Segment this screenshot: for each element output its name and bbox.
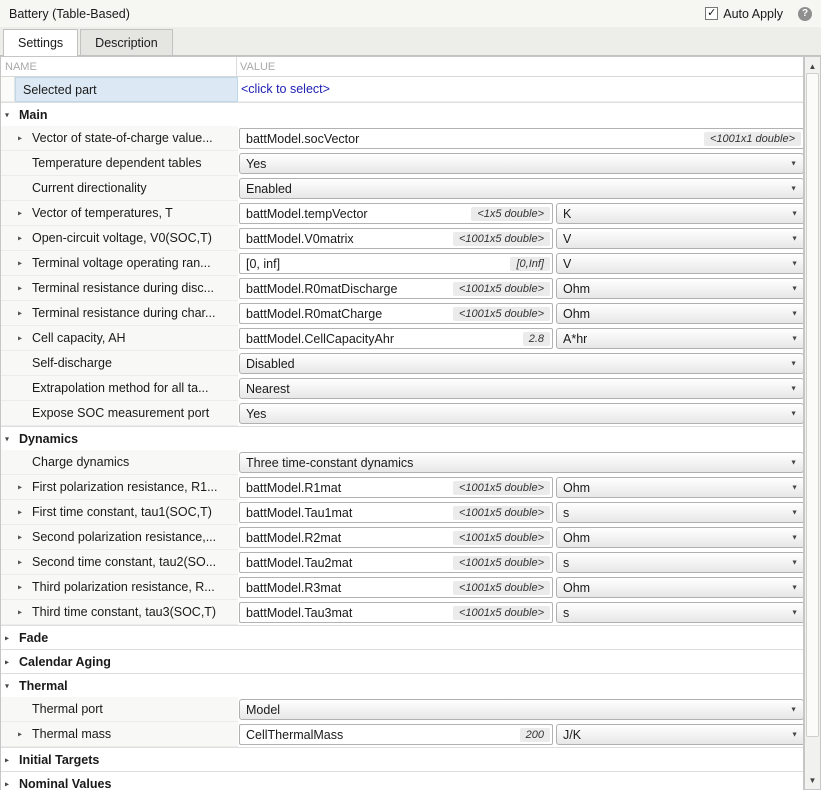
row-open-circuit-voltage-v0-soc-t [1, 226, 803, 251]
param-name: Charge dynamics [32, 455, 130, 469]
cell-capacity-ah-unit-dropdown[interactable] [556, 328, 804, 349]
param-name-cell [1, 226, 238, 251]
param-value-cell [238, 351, 804, 376]
chevron-down-icon: ▼ [791, 335, 798, 342]
param-name: Temperature dependent tables [32, 156, 202, 170]
expand-arrow-icon[interactable]: ▸ [18, 133, 23, 143]
section-label: Calendar Aging [19, 654, 111, 669]
chevron-down-icon: ▼ [791, 559, 798, 566]
expose-soc-measurement-port-dropdown[interactable] [239, 403, 804, 424]
dialog-header [0, 0, 821, 27]
param-value-cell [238, 697, 804, 722]
param-name-cell [1, 351, 238, 376]
second-time-constant-tau2-so-input[interactable] [239, 552, 553, 573]
section-collapsed-icon[interactable]: ▸ [5, 779, 10, 788]
tab-description-label: Description [95, 35, 158, 50]
value-dimension-badge: <1001x5 double> [453, 232, 550, 246]
param-name-cell [1, 450, 238, 475]
value-dimension-badge: <1001x5 double> [453, 282, 550, 296]
chevron-down-icon: ▼ [791, 509, 798, 516]
chevron-down-icon: ▼ [791, 484, 798, 491]
expand-arrow-icon[interactable]: ▸ [18, 507, 23, 517]
expand-arrow-icon[interactable]: ▸ [18, 233, 23, 243]
first-time-constant-tau1-soc-t-unit-dropdown[interactable] [556, 502, 804, 523]
auto-apply-label: Auto Apply [723, 6, 783, 21]
vertical-scrollbar[interactable] [804, 56, 821, 790]
expand-arrow-icon[interactable]: ▸ [18, 532, 23, 542]
vector-of-state-of-charge-value-input[interactable] [239, 128, 804, 149]
section-expanded-icon[interactable]: ▾ [5, 681, 10, 690]
value-dimension-badge: <1001x5 double> [453, 606, 550, 620]
row-first-polarization-resistance-r1 [1, 475, 803, 500]
param-value-cell [238, 550, 804, 575]
row-thermal-mass [1, 722, 803, 747]
unit-value: V [563, 256, 572, 271]
chevron-down-icon: ▼ [791, 260, 798, 267]
auto-apply-checkbox[interactable]: ✓ [707, 7, 717, 19]
value-dimension-badge: <1001x5 double> [453, 581, 550, 595]
row-third-polarization-resistance-r [1, 575, 803, 600]
terminal-resistance-during-char-input[interactable] [239, 303, 553, 324]
input-value: battModel.socVector [246, 131, 360, 146]
chevron-down-icon: ▼ [790, 410, 797, 417]
param-name-cell [1, 575, 238, 600]
param-value-cell [238, 401, 804, 426]
param-value-cell [238, 126, 804, 151]
dropdown-value: Yes [246, 406, 267, 421]
row-charge-dynamics [1, 450, 803, 475]
section-fade[interactable] [1, 625, 803, 649]
terminal-voltage-operating-ran-unit-dropdown[interactable] [556, 253, 804, 274]
row-terminal-voltage-operating-ran [1, 251, 803, 276]
input-value: battModel.R1mat [246, 480, 342, 495]
param-name: Extrapolation method for all ta... [32, 381, 209, 395]
param-value-cell [238, 301, 804, 326]
param-name-cell [1, 475, 238, 500]
dropdown-value: Disabled [246, 356, 295, 371]
param-name: Selected part [23, 82, 97, 97]
chevron-down-icon: ▼ [791, 534, 798, 541]
expand-arrow-icon[interactable]: ▸ [18, 729, 23, 739]
param-name: Expose SOC measurement port [32, 406, 210, 420]
section-label: Dynamics [19, 431, 79, 446]
self-discharge-dropdown[interactable] [239, 353, 804, 374]
unit-value: Ohm [563, 281, 591, 296]
row-current-directionality [1, 176, 803, 201]
dropdown-value: Three time-constant dynamics [246, 455, 414, 470]
chevron-down-icon: ▼ [791, 584, 798, 591]
section-initial-targets[interactable] [1, 747, 803, 771]
value-dimension-badge: [0,Inf] [510, 257, 550, 271]
row-vector-of-temperatures-t [1, 201, 803, 226]
section-label: Initial Targets [19, 752, 100, 767]
expand-arrow-icon[interactable]: ▸ [18, 258, 23, 268]
unit-value: Ohm [563, 480, 591, 495]
chevron-down-icon: ▼ [790, 385, 797, 392]
chevron-down-icon: ▼ [790, 706, 797, 713]
param-value-cell [238, 450, 804, 475]
expand-arrow-icon[interactable]: ▸ [18, 482, 23, 492]
vector-of-temperatures-t-input[interactable] [239, 203, 553, 224]
dropdown-value: Yes [246, 156, 267, 171]
unit-value: Ohm [563, 306, 591, 321]
param-name: Terminal resistance during disc... [32, 281, 215, 295]
chevron-down-icon: ▼ [791, 235, 798, 242]
param-name: Third time constant, tau3(SOC,T) [32, 605, 217, 619]
param-name: Terminal voltage operating ran... [32, 256, 211, 270]
param-name-cell [1, 251, 238, 276]
dropdown-value: Enabled [246, 181, 292, 196]
value-dimension-badge: <1001x1 double> [704, 132, 801, 146]
dialog-title: Battery (Table-Based) [9, 6, 130, 21]
thermal-port-dropdown[interactable] [239, 699, 804, 720]
param-name-cell [1, 326, 238, 351]
unit-value: s [563, 555, 570, 570]
tab-settings[interactable] [3, 29, 78, 56]
param-value-cell [238, 575, 804, 600]
terminal-resistance-during-disc-unit-dropdown[interactable] [556, 278, 804, 299]
param-value-cell [238, 151, 804, 176]
param-name: Vector of state-of-charge value... [32, 131, 213, 145]
terminal-resistance-during-char-unit-dropdown[interactable] [556, 303, 804, 324]
input-value: battModel.CellCapacityAhr [246, 331, 394, 346]
chevron-down-icon: ▼ [791, 609, 798, 616]
param-value-cell [238, 251, 804, 276]
row-terminal-resistance-during-disc [1, 276, 803, 301]
table-column-header [1, 57, 803, 77]
chevron-down-icon: ▼ [791, 310, 798, 317]
row-terminal-resistance-during-char [1, 301, 803, 326]
expand-arrow-icon[interactable]: ▸ [18, 208, 23, 218]
input-value: CellThermalMass [246, 727, 344, 742]
row-selected-part[interactable] [1, 77, 803, 102]
param-value-cell [238, 77, 804, 102]
charge-dynamics-dropdown[interactable] [239, 452, 804, 473]
param-name: Open-circuit voltage, V0(SOC,T) [32, 231, 212, 245]
param-name: Second polarization resistance,... [32, 530, 217, 544]
dropdown-value: Nearest [246, 381, 290, 396]
input-value: battModel.Tau2mat [246, 555, 353, 570]
unit-value: A*hr [563, 331, 588, 346]
temperature-dependent-tables-dropdown[interactable] [239, 153, 804, 174]
expand-arrow-icon[interactable]: ▸ [18, 333, 23, 343]
section-collapsed-icon[interactable]: ▸ [5, 755, 10, 764]
row-first-time-constant-tau1-soc-t [1, 500, 803, 525]
section-main[interactable] [1, 102, 803, 126]
chevron-down-icon: ▼ [790, 160, 797, 167]
param-name-cell [1, 500, 238, 525]
third-time-constant-tau3-soc-t-input[interactable] [239, 602, 553, 623]
param-value-cell [238, 376, 804, 401]
section-expanded-icon[interactable]: ▾ [5, 434, 10, 443]
chevron-down-icon: ▼ [791, 210, 798, 217]
open-circuit-voltage-v0-soc-t-input[interactable] [239, 228, 553, 249]
param-name-cell [1, 722, 238, 747]
input-value: battModel.Tau3mat [246, 605, 353, 620]
expand-arrow-icon[interactable]: ▸ [18, 308, 23, 318]
param-name: Second time constant, tau2(SO... [32, 555, 217, 569]
input-value: [0, inf] [246, 256, 281, 271]
param-name: Thermal port [32, 702, 103, 716]
first-polarization-resistance-r1-unit-dropdown[interactable] [556, 477, 804, 498]
param-name-cell [1, 126, 238, 151]
expand-arrow-icon[interactable]: ▸ [18, 557, 23, 567]
param-name: Self-discharge [32, 356, 112, 370]
auto-apply-control[interactable] [705, 7, 783, 21]
value-dimension-badge: <1001x5 double> [453, 481, 550, 495]
value-dimension-badge: <1001x5 double> [453, 531, 550, 545]
current-directionality-dropdown[interactable] [239, 178, 804, 199]
row-third-time-constant-tau3-soc-t [1, 600, 803, 625]
value-dimension-badge: <1001x5 double> [453, 506, 550, 520]
input-value: battModel.tempVector [246, 206, 368, 221]
expand-arrow-icon[interactable]: ▸ [18, 582, 23, 592]
param-value-cell [238, 276, 804, 301]
row-second-time-constant-tau2-so [1, 550, 803, 575]
chevron-down-icon: ▼ [791, 285, 798, 292]
second-time-constant-tau2-so-unit-dropdown[interactable] [556, 552, 804, 573]
row-thermal-port [1, 697, 803, 722]
extrapolation-method-for-all-ta-dropdown[interactable] [239, 378, 804, 399]
parameter-table [0, 56, 804, 790]
param-name-cell [1, 525, 238, 550]
selected-part-cell[interactable] [15, 77, 238, 102]
value-dimension-badge: <1001x5 double> [453, 556, 550, 570]
param-name-cell [1, 550, 238, 575]
param-value-cell [238, 201, 804, 226]
unit-value: s [563, 605, 570, 620]
chevron-down-icon: ▼ [790, 459, 797, 466]
input-value: battModel.R2mat [246, 530, 342, 545]
section-label: Main [19, 107, 48, 122]
tab-description[interactable] [80, 29, 173, 55]
tab-bar [0, 27, 821, 56]
second-polarization-resistance-unit-dropdown[interactable] [556, 527, 804, 548]
param-name-cell [1, 301, 238, 326]
scroll-down-icon[interactable]: ▼ [808, 775, 817, 785]
chevron-down-icon: ▼ [791, 731, 798, 738]
param-value-cell [238, 525, 804, 550]
vector-of-temperatures-t-unit-dropdown[interactable] [556, 203, 804, 224]
param-name: Current directionality [32, 181, 147, 195]
param-name-cell [1, 276, 238, 301]
section-label: Thermal [19, 678, 68, 693]
unit-value: K [563, 206, 572, 221]
param-value-cell [238, 226, 804, 251]
param-name-cell [1, 600, 238, 625]
section-dynamics[interactable] [1, 426, 803, 450]
input-value: battModel.R3mat [246, 580, 342, 595]
param-value-cell [238, 326, 804, 351]
unit-value: V [563, 231, 572, 246]
column-header-value: VALUE [240, 60, 276, 73]
section-collapsed-icon[interactable]: ▸ [5, 633, 10, 642]
unit-value: Ohm [563, 580, 591, 595]
scroll-up-icon[interactable]: ▲ [808, 61, 817, 71]
row-vector-of-state-of-charge-value [1, 126, 803, 151]
column-header-name: NAME [1, 57, 237, 76]
dropdown-value: Model [246, 702, 281, 717]
row-expose-soc-measurement-port [1, 401, 803, 426]
input-value: battModel.Tau1mat [246, 505, 353, 520]
section-calendar-aging[interactable] [1, 649, 803, 673]
param-value-cell [238, 176, 804, 201]
value-dimension-badge: <1001x5 double> [453, 307, 550, 321]
value-dimension-badge: 200 [520, 728, 550, 742]
row-second-polarization-resistance [1, 525, 803, 550]
param-name: Third polarization resistance, R... [32, 580, 215, 594]
unit-value: J/K [563, 727, 582, 742]
param-name-cell [1, 151, 238, 176]
input-value: battModel.R0matCharge [246, 306, 383, 321]
param-value-cell [238, 600, 804, 625]
param-name-cell [1, 376, 238, 401]
scrollbar-thumb[interactable] [806, 73, 819, 737]
first-polarization-resistance-r1-input[interactable] [239, 477, 553, 498]
third-polarization-resistance-r-input[interactable] [239, 577, 553, 598]
tab-settings-label: Settings [18, 36, 64, 50]
section-expanded-icon[interactable]: ▾ [5, 110, 10, 119]
param-value-cell [238, 500, 804, 525]
expand-arrow-icon[interactable]: ▸ [18, 283, 23, 293]
cell-capacity-ah-input[interactable] [239, 328, 553, 349]
section-collapsed-icon[interactable]: ▸ [5, 657, 10, 666]
chevron-down-icon: ▼ [790, 360, 797, 367]
section-thermal[interactable] [1, 673, 803, 697]
row-temperature-dependent-tables [1, 151, 803, 176]
third-polarization-resistance-r-unit-dropdown[interactable] [556, 577, 804, 598]
row-gutter [1, 77, 15, 102]
row-self-discharge [1, 351, 803, 376]
first-time-constant-tau1-soc-t-input[interactable] [239, 502, 553, 523]
param-name: Terminal resistance during char... [32, 306, 216, 320]
click-to-select-link[interactable]: <click to select> [241, 82, 330, 96]
thermal-mass-unit-dropdown[interactable] [556, 724, 804, 745]
param-value-cell [238, 475, 804, 500]
third-time-constant-tau3-soc-t-unit-dropdown[interactable] [556, 602, 804, 623]
header-controls [705, 7, 812, 21]
thermal-mass-input[interactable] [239, 724, 553, 745]
param-name: First time constant, tau1(SOC,T) [32, 505, 212, 519]
param-name: Vector of temperatures, T [32, 206, 173, 220]
param-name-cell [1, 697, 238, 722]
table-rows [1, 77, 803, 790]
value-dimension-badge: <1x5 double> [471, 207, 550, 221]
terminal-voltage-operating-ran-input[interactable] [239, 253, 553, 274]
input-value: battModel.R0matDischarge [246, 281, 398, 296]
second-polarization-resistance-input[interactable] [239, 527, 553, 548]
input-value: battModel.V0matrix [246, 231, 354, 246]
section-label: Fade [19, 630, 49, 645]
value-dimension-badge: 2.8 [523, 332, 550, 346]
param-name-cell [1, 201, 238, 226]
help-icon[interactable]: ? [798, 7, 812, 21]
terminal-resistance-during-disc-input[interactable] [239, 278, 553, 299]
section-nominal-values[interactable] [1, 771, 803, 790]
expand-arrow-icon[interactable]: ▸ [18, 607, 23, 617]
param-name: Thermal mass [32, 727, 112, 741]
param-name: Cell capacity, AH [32, 331, 126, 345]
section-label: Nominal Values [19, 776, 112, 790]
param-name-cell [1, 176, 238, 201]
unit-value: Ohm [563, 530, 591, 545]
open-circuit-voltage-v0-soc-t-unit-dropdown[interactable] [556, 228, 804, 249]
param-value-cell [238, 722, 804, 747]
param-name: First polarization resistance, R1... [32, 480, 218, 494]
chevron-down-icon: ▼ [790, 185, 797, 192]
row-cell-capacity-ah [1, 326, 803, 351]
row-extrapolation-method-for-all-ta [1, 376, 803, 401]
param-name-cell [1, 401, 238, 426]
unit-value: s [563, 505, 570, 520]
